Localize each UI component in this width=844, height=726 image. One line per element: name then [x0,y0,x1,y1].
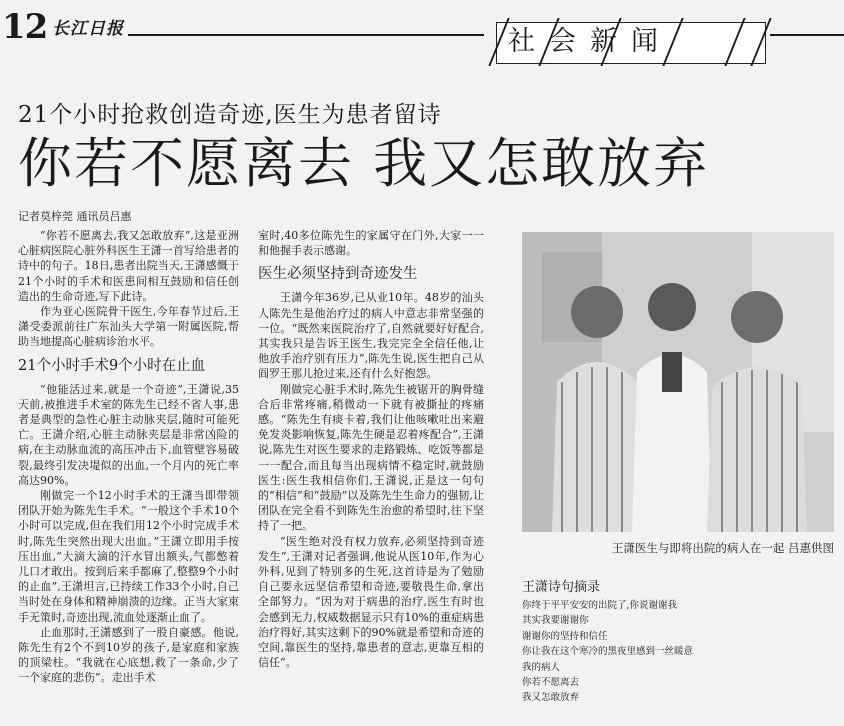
photo-illustration [522,232,834,532]
poem-line: 我的病人 [522,661,561,673]
poem-line: 你让我在这个寒冷的黑夜里感到一丝暖意 [522,646,694,658]
header-rule-right [770,34,844,36]
poem-lines [522,598,693,706]
paragraph: 室时,40多位陈先生的家属守在门外,大家一一和他握手表示感谢。 [258,229,484,258]
article-subhead: 21个小时抢救创造奇迹,医生为患者留诗 [18,102,442,128]
paragraph: “医生绝对没有权力放弃,必须坚持到奇迹发生”,王潇对记者强调,他说从医10年,作为心外科,见到了特别多的生死,这首诗是为了勉励自己要永远坚信希望和奇迹,要敬畏生命,拿出全部努力。“因为对于病患的治疗,医生有时也会感到无力,权威数据显示只有10%的重症病患治疗得好,其实这剩下的90%就是希望和奇迹的空间,靠医生的坚持,靠患者的意志,更靠互相的信任”。 [258,534,484,670]
paragraph: 刚做完一个12小时手术的王潇当即带领团队开始为陈先生手术。“一般这个手术10个小时可以完成,但在我们用12个小时完成手术时,陈先生突然出现大出血。”王潇立即用手按压出血,“大滴大滴的汗水冒出额头,气都憋着儿口才敢出。按到后来手都麻了,整整9个小时的止血”,王潇坦言,已持续工作33个小时,自己当时处在身体和精神崩溃的边缘。正当大家束手无策时,奇迹出现,流血处逐渐止血了。 [18,489,239,624]
photo-caption: 王潇医生与即将出院的病人在一起 吕惠供图 [611,541,834,555]
poem-line: 你终于平平安安的出院了,你说谢谢我 [522,600,678,611]
article-headline: 你若不愿离去 我又怎敢放弃 [18,132,710,195]
section-title: 社会新闻 [508,26,672,57]
paragraph: 王潇今年36岁,已从业10年。48岁的汕头人陈先生是他治疗过的病人中意志非常坚强的一位。“既然来医院治疗了,自然就要好好配合,其实我只是告诉王医生,我完完全全信任他,让他放手治疗别有压力”,陈先生说,医生把自己从阎罗王那儿抢过来,还有什么好抱怨。 [258,291,484,381]
page-number: 12 [2,7,48,47]
article-column-1 [18,228,239,686]
paragraph: 作为亚心医院骨干医生,今年春节过后,王潇受委派前往广东汕头大学第一附属医院,帮助当地提高心脏病诊治水平。 [18,305,239,349]
poem-title: 王潇诗句摘录 [522,580,601,595]
newspaper-name-logo: 长江日报 [52,19,124,39]
section-heading: 医生必须坚持到奇迹发生 [258,266,418,283]
paragraph: “你若不愿离去,我又怎敢放弃”,这是亚洲心脏病医院心脏外科医生王潇一首写给患者的诗中的句子。18日,患者出院当天,王潇感慨于21个小时的手术和医患间相互鼓励和信任创造出的生命奇迹,写下此诗。 [18,229,239,303]
poem-line: 你若不愿离去 [522,677,580,689]
paragraph: “他能活过来,就是一个奇迹”,王潇说,35天前,被推进手术室的陈先生已经不省人事,患者是典型的急性心脏主动脉夹层,随时可能死亡。王潇介绍,心脏主动脉夹层是非常凶险的病,在主动脉血流的高压冲击下,血管壁容易破裂,最终引发决堤似的出血,一个月内的死亡率高达90%。 [18,382,239,487]
paragraph: 刚做完心脏手术时,陈先生被锯开的胸骨缝合后非常疼痛,稍微动一下就有被撕扯的疼痛感。“陈先生有痰卡着,我们让他咳嗽吐出来避免发炎影响恢复,陈先生硬是忍着疼配合”,王潇说,陈先生对医生要求的走路锻炼、吃饭等都是一一配合,而且每当出现病情不稳定时,就鼓励医生:医生我相信你们,王潇说,正是这一句句的“相信”和“鼓励”以及陈先生生命力的强韧,让团队在完全看不到陈先生治愈的希望时,往下坚持了一把。 [258,382,484,533]
article-byline: 记者莫梓莞 通讯员吕惠 [18,210,132,223]
section-heading: 21个小时手术9个小时在止血 [18,357,206,374]
poem-line: 其实我要谢谢你 [522,615,589,627]
article-photo [522,232,834,532]
poem-line: 我又怎敢放弃 [522,692,580,704]
article-column-2 [258,228,484,670]
poem-line: 谢谢你的坚持和信任 [522,630,608,642]
header-rule-left [128,34,484,36]
paragraph: 止血那时,王潇感到了一股自豪感。他说,陈先生有2个不到10岁的孩子,是家庭和家族的顶梁柱。“我就在心底想,救了一条命,少了一个家庭的悲伤”。走出手术 [18,625,239,685]
